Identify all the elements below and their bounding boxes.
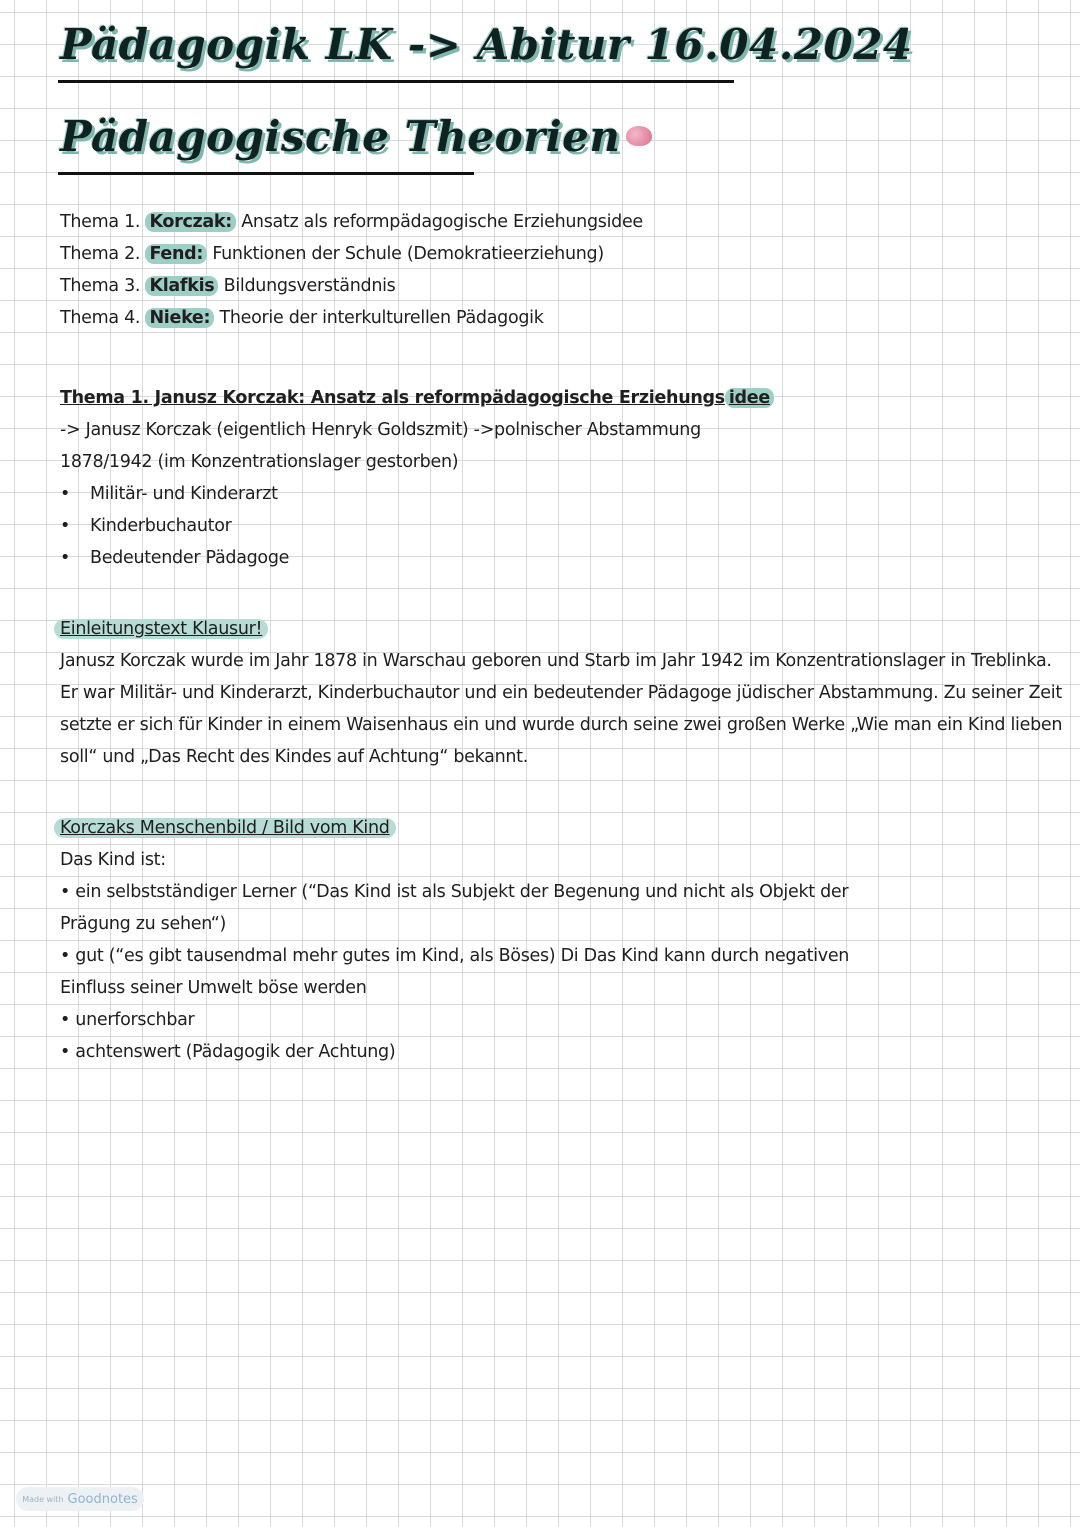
intro-line: -> Janusz Korczak (eigentlich Henryk Goldszmit) ->polnischer Abstammung [60,420,701,440]
topic-prefix: Thema 2. [60,244,146,264]
menschenbild-line: • unerforschbar [60,1010,195,1030]
einleitung-heading-text: Einleitungstext Klausur! [54,619,268,639]
title-underline [58,80,734,83]
badge-brand: Goodnotes [67,1491,138,1507]
goodnotes-badge[interactable] [16,1487,144,1511]
menschenbild-line: • gut (“es gibt tausendmal mehr gutes im Kind, als Böses) Di Das Kind kann durch negativen [60,946,850,966]
list-item: Kinderbuchautor [90,516,232,536]
page-subtitle [60,112,652,161]
paragraph-line: Janusz Korczak wurde im Jahr 1878 in Warschau geboren und Starb im Jahr 1942 im Konzentrationslager in Treblinka. [60,651,1052,671]
list-item: Bedeutender Pädagoge [90,548,290,568]
brain-icon [626,126,652,146]
topic-name: Korczak: [145,212,236,232]
paragraph-line: Er war Militär- und Kinderarzt, Kinderbuchautor und ein bedeutender Pädagoge jüdischer Abstammung. Zu seiner Zeit [60,683,1062,703]
section-heading [60,386,774,410]
list-item: Militär- und Kinderarzt [90,484,278,504]
subtitle-text: Pädagogische Theorien [60,112,621,161]
bullet-dot: • [60,548,71,568]
topic-prefix: Thema 1. [60,212,146,232]
section-heading-tail: idee [725,388,774,408]
menschenbild-heading-text: Korczaks Menschenbild / Bild vom Kind [54,818,396,838]
intro-line: 1878/1942 (im Konzentrationslager gestorben) [60,452,459,472]
topic-text: Funktionen der Schule (Demokratieerziehung) [207,244,604,264]
paragraph-line: setzte er sich für Kinder in einem Waisenhaus ein und wurde durch seine zwei großen Werke „Wie man ein Kind lieben [60,715,1063,735]
topic-prefix: Thema 4. [60,308,146,328]
section-heading-text: Thema 1. Janusz Korczak: Ansatz als reformpädagogische Erziehungs [60,388,725,408]
topic-text: Ansatz als reformpädagogische Erziehungsidee [235,212,643,232]
topic-prefix: Thema 3. [60,276,146,296]
topic-text: Bildungsverständnis [218,276,396,296]
topic-item [60,210,643,234]
menschenbild-line: Das Kind ist: [60,850,166,870]
menschenbild-line: • achtenswert (Pädagogik der Achtung) [60,1042,396,1062]
topic-item [60,242,604,266]
menschenbild-heading [54,816,396,840]
menschenbild-line: Einfluss seiner Umwelt böse werden [60,978,367,998]
paragraph-line: soll“ und „Das Recht des Kindes auf Achtung“ bekannt. [60,747,528,767]
topic-text: Theorie der interkulturellen Pädagogik [214,308,544,328]
menschenbild-line: • ein selbstständiger Lerner (“Das Kind ist als Subjekt der Begenung und nicht als Objekt der [60,882,849,902]
topic-item [60,274,396,298]
topic-name: Nieke: [145,308,214,328]
page-title: Pädagogik LK -> Abitur 16.04.2024 [60,20,913,69]
menschenbild-line: Prägung zu sehen“) [60,914,227,934]
topic-name: Klafkis [145,276,218,296]
topic-item [60,306,544,330]
subtitle-underline [58,172,474,175]
badge-prefix: Made with [22,1494,64,1504]
topic-name: Fend: [145,244,207,264]
bullet-dot: • [60,516,71,536]
einleitung-heading [54,617,268,641]
bullet-dot: • [60,484,71,504]
